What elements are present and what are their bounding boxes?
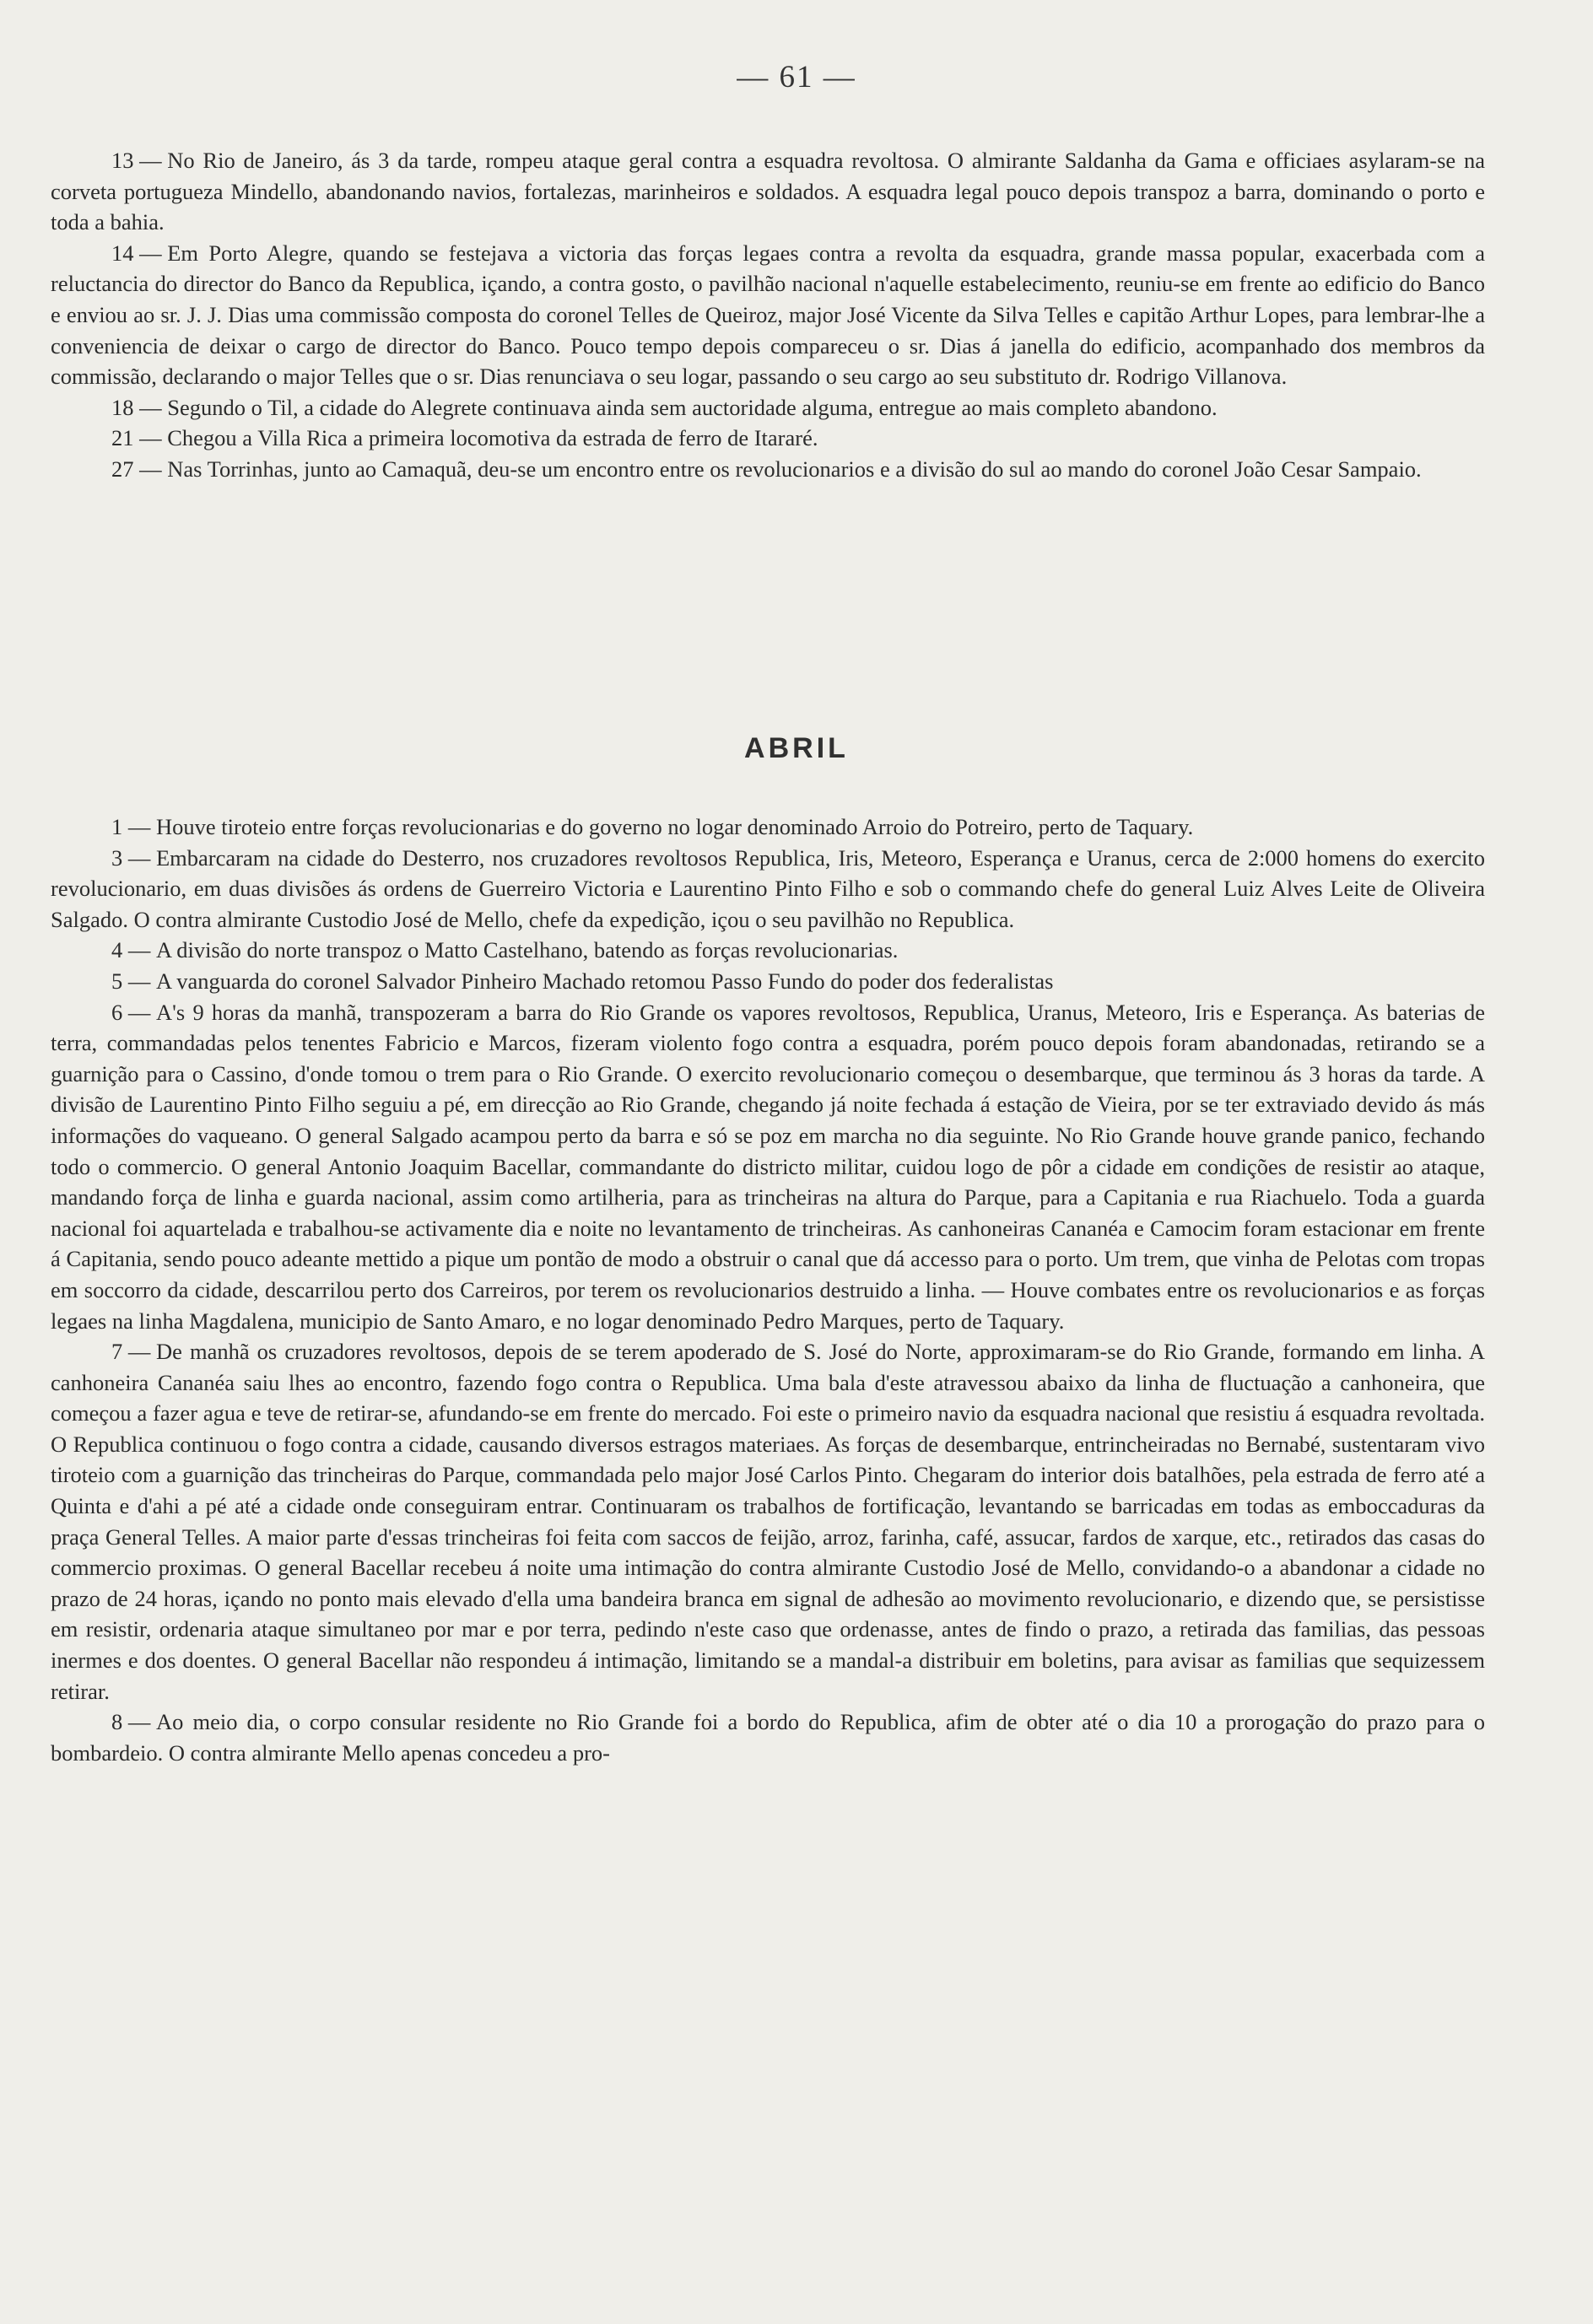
entry-day: 6 [111, 999, 123, 1025]
entry-paragraph: 21 — Chegou a Villa Rica a primeira locomotiva da estrada de ferro de Itararé. [111, 425, 818, 451]
entry-paragraph: 13 — No Rio de Janeiro, ás 3 da tarde, rompeu ataque geral contra a esquadra revoltosa. O almirante Saldanha da Gama e officiaes asylaram-se na corveta portugueza Mindello, abandonando navios, fortalezas, marinheiros e soldados. A esquadra legal pouco depois transpoz a barra, dominando o porto e toda a bahia. [51, 148, 1485, 235]
april-entries [51, 812, 1485, 1768]
entry-text: Segundo o Til, a cidade do Alegrete continuava ainda sem auctoridade alguma, entregue ao mais completo abandono. [167, 394, 1218, 420]
entry-day: 13 [111, 148, 134, 173]
entry-paragraph: 14 — Em Porto Alegre, quando se festejava a victoria das forças legaes contra a revolta da esquadra, grande massa popular, exacerbada com a reluctancia do director do Banco da Republica, içando, a contra gosto, o pavilhão nacional n'aquelle estabelecimento, reuniu-se em frente ao edificio do Banco e enviou ao sr. J. J. Dias uma commissão composta do coronel Telles de Queiroz, major José Vicente da Silva Telles e capitão Arthur Lopes, para lembrar-lhe a conveniencia de deixar o cargo de director do Banco. Pouco tempo depois compareceu o sr. Dias á janella do edificio, acompanhado dos membros da commissão, declarando o major Telles que o sr. Dias renunciava o seu logar, passando o seu cargo ao seu substituto dr. Rodrigo Villanova. [51, 240, 1485, 390]
entry-day: 5 [111, 968, 123, 994]
march-entries [51, 145, 1485, 485]
entry-text: Em Porto Alegre, quando se festejava a victoria das forças legaes contra a revolta da esquadra, grande massa popular, exacerbada com a reluctancia do director do Banco da Republica, içando, a contra gosto, o pavilhão nacional n'aquelle estabelecimento, reuniu-se em frente ao edificio do Banco e enviou ao sr. J. J. Dias uma commissão composta do coronel Telles de Queiroz, major José Vicente da Silva Telles e capitão Arthur Lopes, para lembrar-lhe a conveniencia de deixar o cargo de director do Banco. Pouco tempo depois compareceu o sr. Dias á janella do edificio, acompanhado dos membros da commissão, declarando o major Telles que o sr. Dias renunciava o seu logar, passando o seu cargo ao seu substituto dr. Rodrigo Villanova. [51, 240, 1485, 390]
entry-paragraph: 4 — A divisão do norte transpoz o Matto Castelhano, batendo as forças revolucionarias. [111, 937, 899, 963]
entry-day: 1 [111, 814, 123, 839]
entry-day: 18 [111, 394, 134, 420]
section-heading-april: ABRIL [744, 732, 849, 764]
entry-paragraph: 6 — A's 9 horas da manhã, transpozeram a barra do Rio Grande os vapores revoltosos, Republica, Uranus, Meteoro, Iris e Esperança. As baterias de terra, commandadas pelos tenentes Fabricio e Marcos, fizeram violento fogo contra a esquadra, porém pouco depois foram abandonadas, retirando se a guarnição para o Cassino, d'onde tomou o trem para o Rio Grande. O exercito revolucionario começou o desembarque, que terminou ás 3 horas da tarde. A divisão de Laurentino Pinto Filho seguiu a pé, em direcção ao Rio Grande, chegando já noite fechada á estação de Vieira, por se ter extraviado devido ás más informações do vaqueano. O general Salgado acampou perto da barra e só se poz em marcha no dia seguinte. No Rio Grande houve grande panico, fechando todo o commercio. O general Antonio Joaquim Bacellar, commandante do districto militar, cuidou logo de pôr a cidade em condições de resistir ao ataque, mandando força de linha e guarda nacional, assim como artilheria, para as trincheiras na altura do Parque, para a Capitania e rua Riachuelo. Toda a guarda nacional foi aquartelada e trabalhou-se activamente dia e noite no levantamento de trincheiras. As canhoneiras Cananéa e Camocim foram estacionar em frente á Capitania, sendo pouco adeante mettido a pique um pontão de modo a obstruir o canal que dá accesso para o porto. Um trem, que vinha de Pelotas com tropas em soccorro da cidade, descarrilou perto dos Carreiros, por terem os revolucionarios destruido a linha. — Houve combates entre os revolucionarios e as forças legaes na linha Magdalena, municipio de Santo Amaro, e no logar denominado Pedro Marques, perto de Taquary. [51, 999, 1485, 1334]
entry-text: No Rio de Janeiro, ás 3 da tarde, rompeu ataque geral contra a esquadra revoltosa. O almirante Saldanha da Gama e officiaes asylaram-se na corveta portugueza Mindello, abandonando navios, fortalezas, marinheiros e soldados. A esquadra legal pouco depois transpoz a barra, dominando o porto e toda a bahia. [51, 148, 1485, 235]
entry-paragraph: 1 — Houve tiroteio entre forças revolucionarias e do governo no logar denominado Arroio do Potreiro, perto de Taquary. [111, 814, 1194, 839]
entry-paragraph: 8 — Ao meio dia, o corpo consular residente no Rio Grande foi a bordo do Republica, afim de obter até o dia 10 a prorogação do prazo para o bombardeio. O contra almirante Mello apenas concedeu a pro- [51, 1709, 1485, 1766]
entry-text: Nas Torrinhas, junto ao Camaquã, deu-se um encontro entre os revolucionarios e a divisão do sul ao mando do coronel João Cesar Sampaio. [167, 456, 1422, 482]
entry-day: 21 [111, 425, 134, 451]
entry-text: Embarcaram na cidade do Desterro, nos cruzadores revoltosos Republica, Iris, Meteoro, Esperança e Uranus, cerca de 2:000 homens do exercito revolucionario, em duas divisões ás ordens de Guerreiro Victoria e Laurentino Pinto Filho e sob o commando chefe do general Luiz Alves Leite de Oliveira Salgado. O contra almirante Custodio José de Mello, chefe da expedição, içou o seu pavilhão no Republica. [51, 844, 1485, 932]
entry-day: 27 [111, 456, 134, 482]
entry-paragraph: 3 — Embarcaram na cidade do Desterro, nos cruzadores revoltosos Republica, Iris, Meteoro, Esperança e Uranus, cerca de 2:000 homens do exercito revolucionario, em duas divisões ás ordens de Guerreiro Victoria e Laurentino Pinto Filho e sob o commando chefe do general Luiz Alves Leite de Oliveira Salgado. O contra almirante Custodio José de Mello, chefe da expedição, içou o seu pavilhão no Republica. [51, 844, 1485, 932]
entry-text: A divisão do norte transpoz o Matto Castelhano, batendo as forças revolucionarias. [156, 937, 899, 963]
entry-text: Ao meio dia, o corpo consular residente no Rio Grande foi a bordo do Republica, afim de obter até o dia 10 a prorogação do prazo para o bombardeio. O contra almirante Mello apenas concedeu a pro- [51, 1709, 1485, 1766]
page-number: — 61 — [737, 60, 856, 94]
entry-text: A's 9 horas da manhã, transpozeram a barra do Rio Grande os vapores revoltosos, Republica, Uranus, Meteoro, Iris e Esperança. As baterias de terra, commandadas pelos tenentes Fabricio e Marcos, fizeram violento fogo contra a esquadra, porém pouco depois foram abandonadas, retirando se a guarnição para o Cassino, d'onde tomou o trem para o Rio Grande. O exercito revolucionario começou o desembarque, que terminou ás 3 horas da tarde. A divisão de Laurentino Pinto Filho seguiu a pé, em direcção ao Rio Grande, chegando já noite fechada á estação de Vieira, por se ter extraviado devido ás más informações do vaqueano. O general Salgado acampou perto da barra e só se poz em marcha no dia seguinte. No Rio Grande houve grande panico, fechando todo o commercio. O general Antonio Joaquim Bacellar, commandante do districto militar, cuidou logo de pôr a cidade em condições de resistir ao ataque, mandando força de linha e guarda nacional, assim como artilheria, para as trincheiras na altura do Parque, para a Capitania e rua Riachuelo. Toda a guarda nacional foi aquartelada e trabalhou-se activamente dia e noite no levantamento de trincheiras. As canhoneiras Cananéa e Camocim foram estacionar em frente á Capitania, sendo pouco adeante mettido a pique um pontão de modo a obstruir o canal que dá accesso para o porto. Um trem, que vinha de Pelotas com tropas em soccorro da cidade, descarrilou perto dos Carreiros, por terem os revolucionarios destruido a linha. — Houve combates entre os revolucionarios e as forças legaes na linha Magdalena, municipio de Santo Amaro, e no logar denominado Pedro Marques, perto de Taquary. [51, 999, 1485, 1334]
entry-text: De manhã os cruzadores revoltosos, depois de se terem apoderado de S. José do Norte, approximaram-se do Rio Grande, formando em linha. A canhoneira Cananéa saiu lhes ao encontro, fazendo fogo contra o Republica. Uma bala d'este atravessou abaixo da linha de fluctuação a canhoneira, que começou a fazer agua e teve de retirar-se, afundando-se em frente do mercado. Foi este o primeiro navio da esquadra nacional que resistiu á esquadra revoltada. O Republica continuou o fogo contra a cidade, causando diversos estragos materiaes. As forças de desembarque, entrincheiradas no Bernabé, sustentaram vivo tiroteio com a guarnição das trincheiras do Parque, commandada pelo major José Carlos Pinto. Chegaram do interior dois batalhões, pela estrada de ferro até a Quinta e d'ahi a pé até a cidade onde conseguiram entrar. Continuaram os trabalhos de fortificação, levantando se barricadas em todas as emboccaduras da praça General Telles. A maior parte d'essas trincheiras foi feita com saccos de feijão, arroz, farinha, café, assucar, fardos de xarque, etc., retirados das casas do commercio proximas. O general Bacellar recebeu á noite uma intimação do contra almirante Custodio José de Mello, convidando-o a abandonar a cidade no prazo de 24 horas, içando no ponto mais elevado d'ella uma bandeira branca em signal de adhesão ao movimento revolucionario, e dizendo que, se persistisse em resistir, ordenaria ataque simultaneo por mar e por terra, pedindo n'este caso que ordenasse, antes de findo o prazo, a retirada das familias, das pessoas inermes e dos doentes. O general Bacellar não respondeu á intimação, limitando se a mandal-a distribuir em boletins, para avisar as familias que sequizessem retirar. [51, 1339, 1485, 1704]
entry-text: Chegou a Villa Rica a primeira locomotiva da estrada de ferro de Itararé. [167, 425, 818, 451]
entry-day: 14 [111, 240, 134, 266]
entry-day: 4 [111, 937, 123, 963]
entry-day: 8 [111, 1709, 123, 1735]
entry-paragraph: 27 — Nas Torrinhas, junto ao Camaquã, deu-se um encontro entre os revolucionarios e a divisão do sul ao mando do coronel João Cesar Sampaio. [111, 456, 1422, 482]
entry-text: A vanguarda do coronel Salvador Pinheiro Machado retomou Passo Fundo do poder dos federalistas [156, 968, 1054, 994]
entry-text: Houve tiroteio entre forças revolucionarias e do governo no logar denominado Arroio do Potreiro, perto de Taquary. [156, 814, 1194, 839]
entry-day: 3 [111, 844, 123, 871]
entry-paragraph: 5 — A vanguarda do coronel Salvador Pinheiro Machado retomou Passo Fundo do poder dos federalistas [111, 968, 1054, 994]
entry-paragraph: 18 — Segundo o Til, a cidade do Alegrete continuava ainda sem auctoridade alguma, entregue ao mais completo abandono. [111, 394, 1218, 420]
entry-paragraph: 7 — De manhã os cruzadores revoltosos, depois de se terem apoderado de S. José do Norte, approximaram-se do Rio Grande, formando em linha. A canhoneira Cananéa saiu lhes ao encontro, fazendo fogo contra o Republica. Uma bala d'este atravessou abaixo da linha de fluctuação a canhoneira, que começou a fazer agua e teve de retirar-se, afundando-se em frente do mercado. Foi este o primeiro navio da esquadra nacional que resistiu á esquadra revoltada. O Republica continuou o fogo contra a cidade, causando diversos estragos materiaes. As forças de desembarque, entrincheiradas no Bernabé, sustentaram vivo tiroteio com a guarnição das trincheiras do Parque, commandada pelo major José Carlos Pinto. Chegaram do interior dois batalhões, pela estrada de ferro até a Quinta e d'ahi a pé até a cidade onde conseguiram entrar. Continuaram os trabalhos de fortificação, levantando se barricadas em todas as emboccaduras da praça General Telles. A maior parte d'essas trincheiras foi feita com saccos de feijão, arroz, farinha, café, assucar, fardos de xarque, etc., retirados das casas do commercio proximas. O general Bacellar recebeu á noite uma intimação do contra almirante Custodio José de Mello, convidando-o a abandonar a cidade no prazo de 24 horas, içando no ponto mais elevado d'ella uma bandeira branca em signal de adhesão ao movimento revolucionario, e dizendo que, se persistisse em resistir, ordenaria ataque simultaneo por mar e por terra, pedindo n'este caso que ordenasse, antes de findo o prazo, a retirada das familias, das pessoas inermes e dos doentes. O general Bacellar não respondeu á intimação, limitando se a mandal-a distribuir em boletins, para avisar as familias que sequizessem retirar. [51, 1339, 1485, 1704]
entry-day: 7 [111, 1339, 123, 1365]
